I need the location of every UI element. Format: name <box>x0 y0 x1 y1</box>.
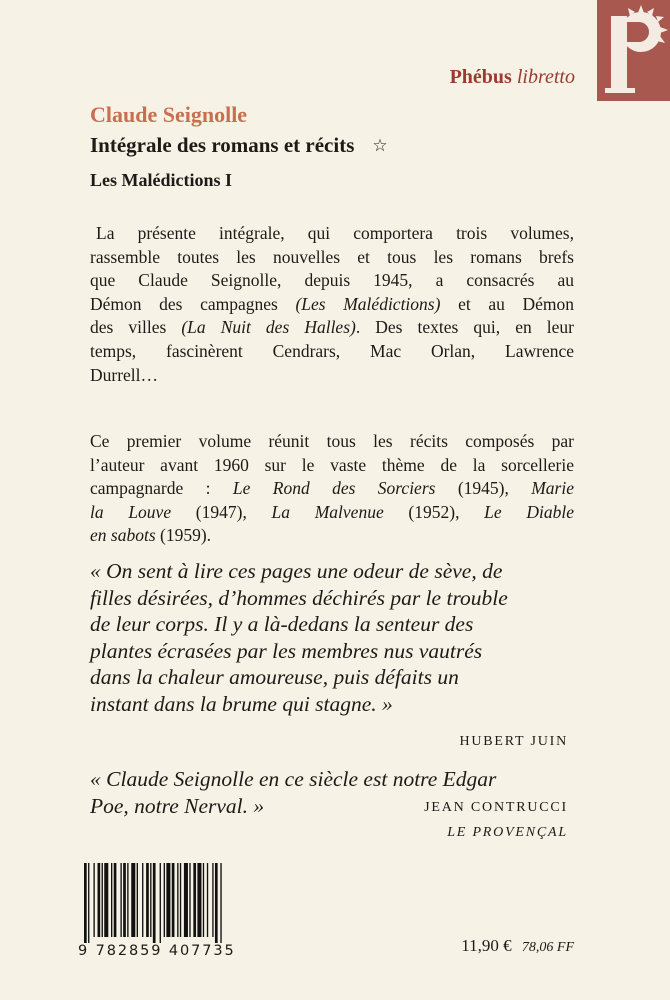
text-segment: campagnarde : <box>90 478 233 499</box>
text-segment: Démon des campagnes <box>90 293 296 314</box>
isbn-number: 9 782859 407735 <box>78 943 236 959</box>
text-segment: des villes <box>90 317 182 338</box>
text-line <box>90 477 574 501</box>
book-work-title: La Malvenue <box>271 501 384 522</box>
text-line <box>90 430 574 454</box>
book-work-title: en sabots <box>90 525 156 546</box>
text-segment: l’auteur avant 1960 sur le vaste thème de la sorcellerie <box>90 454 574 475</box>
text-segment: (1945), <box>435 478 532 499</box>
book-work-title: (La Nuit des Halles) <box>181 317 356 338</box>
quote-line: filles désirées, d’hommes déchirés par le trouble <box>90 585 508 610</box>
text-line <box>90 246 574 270</box>
book-work-title: la Louve <box>90 501 172 522</box>
publisher-logo <box>597 0 670 101</box>
quote-author: HUBERT JUIN <box>459 734 568 749</box>
book-work-title: Le Rond des Sorciers <box>232 478 436 499</box>
text-line <box>90 501 574 525</box>
text-segment: Durrell… <box>90 364 159 385</box>
text-segment: et au Démon <box>440 293 574 314</box>
quote-line: « On sent à lire ces pages une odeur de sève, de <box>90 559 503 583</box>
description-paragraph-2 <box>90 430 574 548</box>
quote-line: de leur corps. Il y a là-dedans la senteur des <box>90 612 474 636</box>
text-line <box>90 293 574 317</box>
text-line <box>90 524 574 548</box>
text-segment: Ce premier volume réunit tous les récits composés par <box>90 431 574 451</box>
publisher-p-sun-logo-icon <box>597 0 670 101</box>
book-work-title: (Les Malédictions) <box>295 293 441 314</box>
text-line <box>90 364 574 388</box>
book-title <box>90 133 388 158</box>
series-name: libretto <box>516 66 575 88</box>
publisher-imprint <box>450 66 575 89</box>
book-subtitle: Les Malédictions I <box>90 170 232 190</box>
quote-line: dans la chaleur amoureuse, puis défaits un <box>90 665 459 689</box>
price <box>461 936 574 956</box>
text-line <box>90 454 574 478</box>
text-segment: . Des textes qui, en leur <box>355 317 574 338</box>
text-segment: rassemble toutes les nouvelles et tous les romans brefs <box>90 246 574 267</box>
quote-line: Poe, notre Nerval. » <box>90 793 265 818</box>
barcode-icon <box>80 863 255 943</box>
quote-author: JEAN CONTRUCCI <box>424 800 568 815</box>
review-quote-1 <box>90 558 570 717</box>
quote-line: « Claude Seignolle en ce siècle est notre Edgar <box>90 767 497 791</box>
text-line <box>90 316 574 340</box>
publisher-name: Phébus <box>449 66 512 88</box>
text-line <box>90 222 574 246</box>
text-segment: (1959). <box>155 525 212 546</box>
quote-source: LE PROVENÇAL <box>447 825 568 840</box>
book-title-text: Intégrale des romans et récits <box>90 133 355 157</box>
text-segment: que Claude Seignolle, depuis 1945, a consacrés au <box>90 270 574 291</box>
price-euro: 11,90 € <box>461 936 512 955</box>
price-francs: 78,06 FF <box>521 940 574 955</box>
quote-line: instant dans la brume qui stagne. » <box>90 691 393 716</box>
text-line <box>90 269 574 293</box>
book-work-title: Le Diable <box>484 501 574 522</box>
book-work-title: Marie <box>531 478 575 499</box>
author-name: Claude Seignolle <box>90 102 248 127</box>
text-segment: temps, fascinèrent Cendrars, Mac Orlan, Lawrence <box>90 340 574 361</box>
description-paragraph-1 <box>90 222 574 387</box>
quote-line: plantes écrasées par les membres nus vautrés <box>90 638 483 663</box>
text-segment: La présente intégrale, qui comportera trois volumes, <box>96 223 574 243</box>
text-segment: (1947), <box>171 501 272 522</box>
star-icon: ☆ <box>372 136 388 155</box>
text-line <box>90 340 574 364</box>
text-segment: (1952), <box>383 501 485 522</box>
